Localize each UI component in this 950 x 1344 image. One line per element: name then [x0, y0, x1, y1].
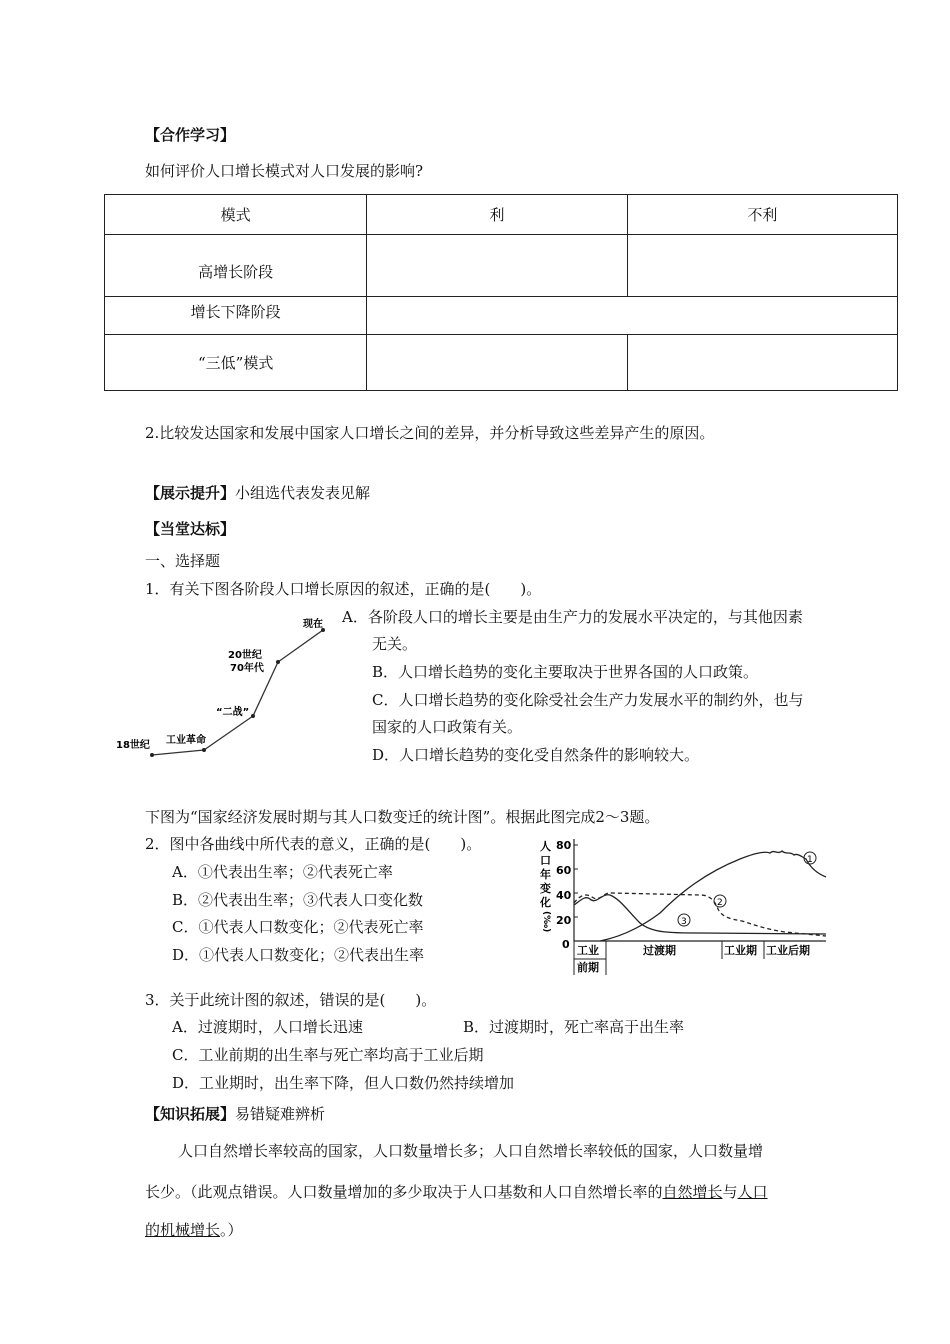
q1-option-c-line2: 国家的人口政策有关。	[372, 718, 523, 736]
q2-option-b: B．②代表出生率；③代表人口变化数	[172, 891, 424, 909]
expand-section	[145, 1103, 325, 1124]
coop-title: 【合作学习】	[145, 126, 236, 144]
series-3-label: 3	[681, 917, 687, 927]
question-compare: 2.比较发达国家和发展中国家人口增长之间的差异，并分析导致这些差异产生的原因。	[145, 424, 715, 442]
expand-title: 【知识拓展】	[145, 1105, 236, 1123]
show-section	[145, 482, 370, 503]
series-1-line	[600, 851, 826, 941]
section-choice: 一、选择题	[145, 552, 221, 570]
header-con: 不利	[627, 195, 897, 235]
label-18th-century: 18世纪	[116, 740, 150, 751]
show-title: 【展示提升】	[145, 484, 236, 502]
expand-paragraph-line2	[145, 1181, 768, 1202]
cell-empty	[627, 235, 897, 297]
text-run: 。）	[220, 1221, 243, 1239]
ytick-label: 60	[556, 864, 572, 877]
cell-empty	[367, 297, 898, 335]
population-change-chart	[530, 833, 830, 975]
label-now: 现在	[303, 619, 323, 630]
q1-option-a-line2: 无关。	[372, 635, 418, 653]
ylabel-kou: 口	[540, 854, 551, 867]
q2-option-d: D．①代表人口数变化；②代表出生率	[172, 946, 425, 964]
q3-option-c: C．工业前期的出生率与死亡率均高于工业后期	[172, 1046, 484, 1064]
underlined-text: 的机械增长	[145, 1221, 221, 1239]
coop-question: 如何评价人口增长模式对人口发展的影响?	[145, 162, 424, 180]
q2-option-a: A．①代表出生率；②代表死亡率	[172, 863, 393, 881]
ytick-label: 80	[556, 839, 572, 852]
q2-stem: 2．图中各曲线中所代表的意义，正确的是( )。	[145, 835, 482, 853]
evaluation-table	[104, 194, 898, 391]
class-title: 【当堂达标】	[145, 520, 236, 538]
series-3-line	[574, 895, 826, 934]
header-pro: 利	[367, 195, 627, 235]
q3-option-b: B．过渡期时，死亡率高于出生率	[463, 1018, 685, 1036]
q2-option-c: C．①代表人口数变化；②代表死亡率	[172, 918, 424, 936]
label-1970s: 70年代	[230, 663, 264, 674]
q1-option-c-line1: C．人口增长趋势的变化除受社会生产力发展水平的制约外，也与	[372, 691, 804, 709]
series-1-label: 1	[807, 855, 813, 865]
ylabel-ren: 人	[540, 840, 551, 853]
period-label: 过渡期	[643, 944, 676, 957]
population-growth-diagram	[110, 610, 340, 770]
period-label: 工业	[577, 944, 599, 957]
text-run: 与	[722, 1183, 738, 1201]
text-run: 长少。（此观点错误。人口数量增加的多少取决于人口基数和人口自然增长率的	[145, 1183, 663, 1201]
period-label: 工业后期	[766, 944, 810, 957]
ylabel-nian: 年	[540, 868, 551, 881]
ytick-label: 0	[562, 938, 570, 951]
q1-option-b: B．人口增长趋势的变化主要取决于世界各国的人口政策。	[372, 663, 759, 681]
series-2-label: 2	[717, 898, 723, 908]
header-mode: 模式	[105, 195, 367, 235]
ytick-label: 40	[556, 889, 572, 902]
period-label: 前期	[577, 961, 599, 974]
q1-option-a-line1: A．各阶段人口的增长主要是由生产力的发展水平决定的，与其他因素	[342, 608, 803, 626]
ylabel-bian: 变	[540, 882, 551, 895]
intro-q2-q3: 下图为“国家经济发展时期与其人口数变迁的统计图”。根据此图完成2～3题。	[145, 808, 660, 826]
cell-empty	[627, 335, 897, 391]
underlined-text: 人口	[737, 1183, 768, 1201]
label-industrial-revolution: 工业革命	[166, 735, 206, 746]
ylabel-unit: (‰)	[541, 911, 551, 933]
row-three-low: “三低”模式	[105, 335, 367, 391]
row-high-growth: 高增长阶段	[105, 235, 367, 297]
period-label: 工业期	[724, 944, 757, 957]
label-ww2: “二战”	[216, 707, 250, 718]
series-2-line	[574, 893, 826, 936]
q1-stem: 1．有关下图各阶段人口增长原因的叙述，正确的是( )。	[145, 580, 542, 598]
expand-paragraph-line3	[145, 1219, 243, 1240]
q3-stem: 3．关于此统计图的叙述，错误的是( )。	[145, 991, 437, 1009]
cell-empty	[367, 335, 627, 391]
q3-option-a: A．过渡期时，人口增长迅速	[172, 1018, 363, 1036]
cell-empty	[367, 235, 627, 297]
row-declining: 增长下降阶段	[105, 297, 367, 335]
ylabel-hua: 化	[540, 896, 551, 909]
q1-option-d: D．人口增长趋势的变化受自然条件的影响较大。	[372, 746, 700, 764]
q3-option-d: D．工业期时，出生率下降，但人口数仍然持续增加	[172, 1074, 515, 1092]
label-20th-century: 20世纪	[228, 650, 262, 661]
ytick-label: 20	[556, 914, 572, 927]
expand-paragraph-line1: 人口自然增长率较高的国家，人口数量增长多；人口自然增长率较低的国家，人口数量增	[178, 1142, 764, 1160]
show-text: 小组选代表发表见解	[235, 484, 371, 502]
expand-text: 易错疑难辨析	[235, 1105, 326, 1123]
underlined-text: 自然增长	[662, 1183, 723, 1201]
